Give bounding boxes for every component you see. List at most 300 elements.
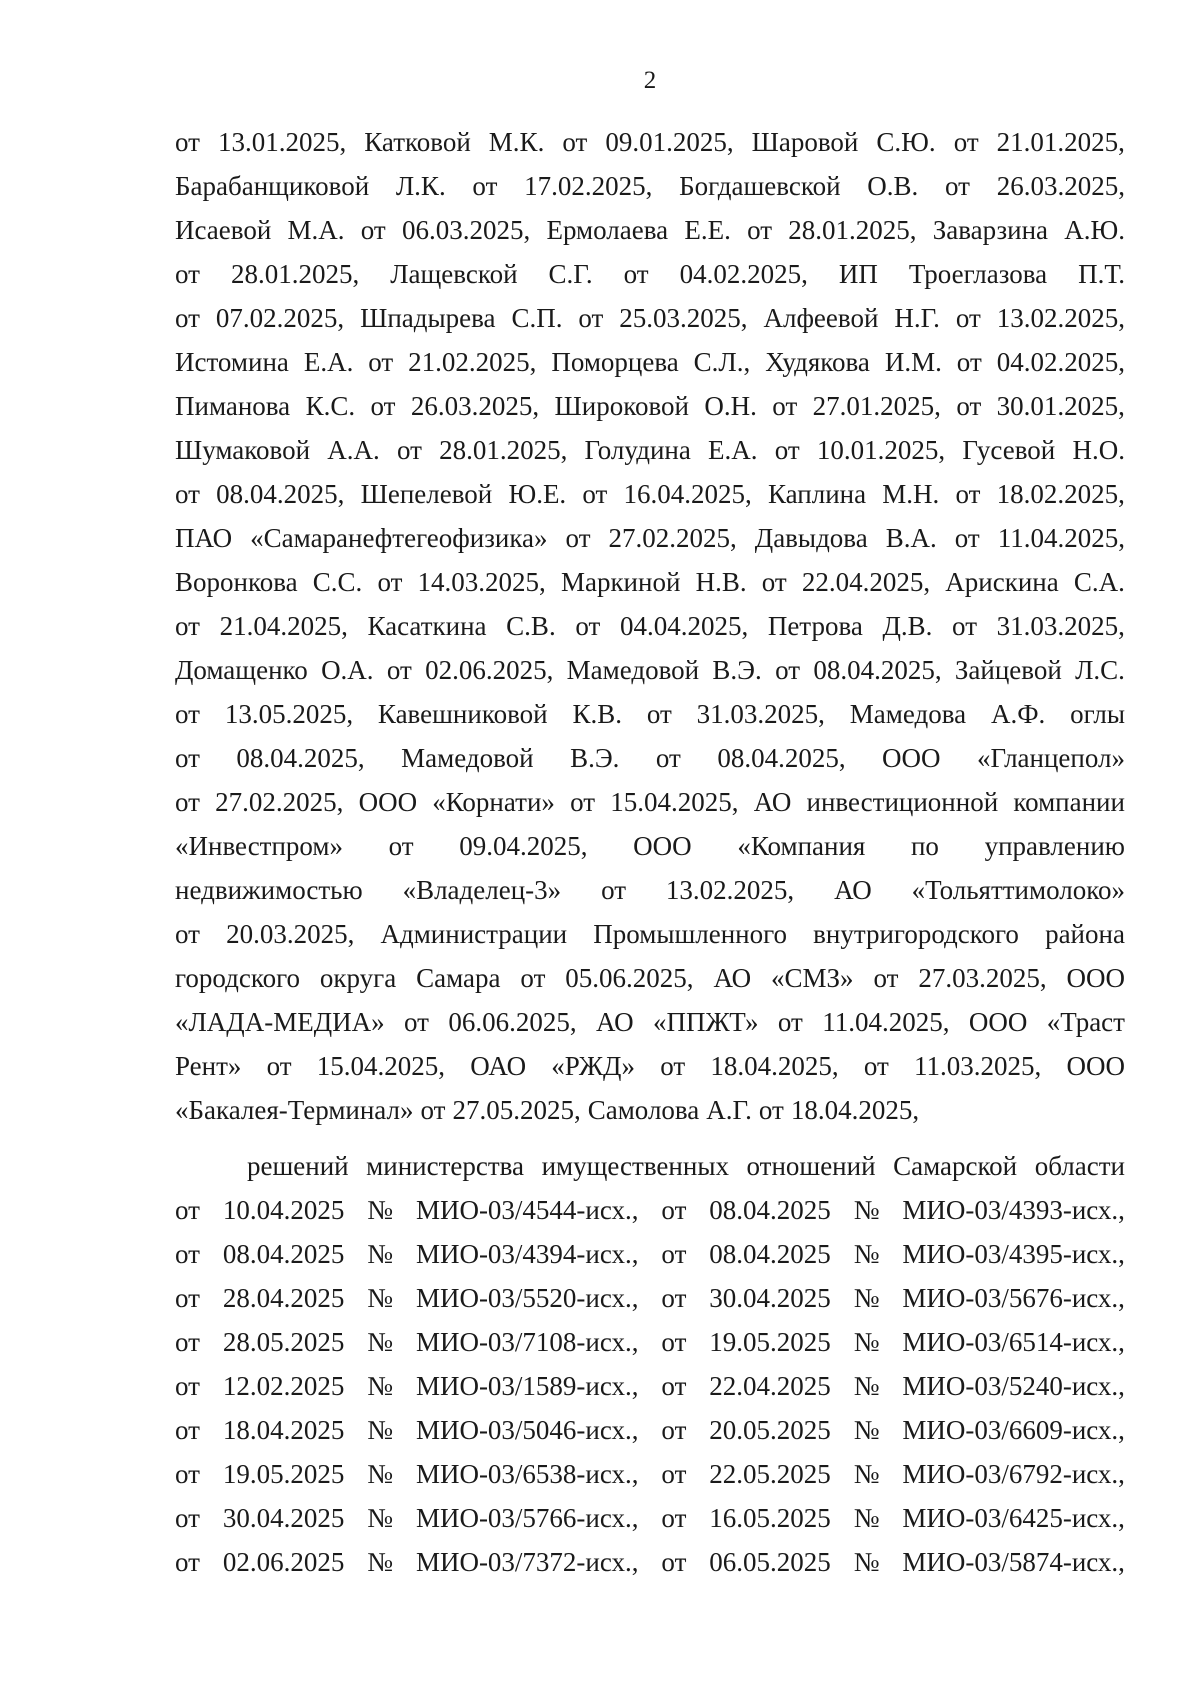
word: 08.04.2025 (709, 1195, 831, 1225)
word: Маркиной (560, 567, 681, 597)
word: № (853, 1459, 880, 1489)
word: от (266, 1051, 292, 1081)
word: от (761, 567, 787, 597)
word: Лащевской (390, 259, 518, 289)
word: 27.01.2025, (812, 391, 941, 421)
word: 08.04.2025, (717, 743, 846, 773)
text-line (175, 252, 1125, 296)
word: МИО-03/4544-исх., (415, 1195, 639, 1225)
word: 04.02.2025, (679, 259, 808, 289)
word: от (956, 347, 982, 377)
word: В.Э. (712, 655, 762, 685)
word: от (575, 611, 601, 641)
text-line (175, 1540, 1125, 1584)
word: МИО-03/5046-исх., (415, 1415, 639, 1445)
word: ООО (968, 1007, 1028, 1037)
word: от (661, 1327, 687, 1357)
word: от (175, 611, 200, 641)
word: от (661, 1503, 687, 1533)
word: Ю.Е. (508, 479, 567, 509)
word: от (863, 1051, 889, 1081)
word: Домащенко (175, 655, 308, 685)
word: И.М. (884, 347, 942, 377)
word: 19.05.2025 (709, 1327, 831, 1357)
word: Алфеевой (763, 303, 879, 333)
word: ООО (1066, 963, 1125, 993)
word: 15.04.2025, (316, 1051, 446, 1081)
text-line (175, 780, 1125, 824)
word: от (175, 1415, 200, 1445)
word: О.Н. (704, 391, 757, 421)
word: МИО-03/4394-исх., (415, 1239, 639, 1269)
word: управлению (984, 831, 1125, 861)
word: № (853, 1195, 880, 1225)
word: Самара (416, 963, 501, 993)
word: 13.02.2025, (665, 875, 795, 905)
word: 16.04.2025, (623, 479, 752, 509)
word: 13.01.2025, (217, 127, 347, 157)
word: 28.01.2025, (439, 435, 568, 465)
word: Н.О. (1072, 435, 1125, 465)
word: ООО (633, 831, 692, 861)
text-line (175, 1044, 1125, 1088)
word: от (175, 1283, 200, 1313)
word: 28.05.2025 (222, 1327, 345, 1357)
word: Л.С. (1075, 655, 1125, 685)
word: компании (1013, 787, 1125, 817)
word: Мамедовой (401, 743, 534, 773)
word: 25.03.2025, (619, 303, 748, 333)
word: ОАО (470, 1051, 527, 1081)
word: от (175, 303, 200, 333)
word: Кавешниковой (377, 699, 548, 729)
word: 31.03.2025, (696, 699, 825, 729)
word: от (953, 127, 979, 157)
text-line (175, 1364, 1125, 1408)
text-line (175, 1188, 1125, 1232)
text-line (175, 912, 1125, 956)
word: от (175, 743, 200, 773)
word: Д.В. (882, 611, 933, 641)
word: от (175, 1503, 200, 1533)
word: МИО-03/6514-исх., (902, 1327, 1125, 1357)
word: 09.04.2025, (459, 831, 588, 861)
word: от (954, 523, 980, 553)
word: от (661, 1239, 687, 1269)
word: от (956, 391, 982, 421)
word: от (945, 171, 970, 201)
word: 30.04.2025 (222, 1503, 345, 1533)
word: Рент» (175, 1051, 242, 1081)
word: министерства (366, 1151, 525, 1181)
word: «Траст (1046, 1007, 1125, 1037)
word: МИО-03/6792-исх., (902, 1459, 1125, 1489)
word: Троеглазова (908, 259, 1048, 289)
text-line (175, 1408, 1125, 1452)
word: 27.05.2025, (452, 1095, 581, 1125)
word: 06.03.2025, (401, 215, 531, 245)
word: 02.06.2025 (222, 1547, 345, 1577)
word: от (646, 699, 672, 729)
text-line (175, 956, 1125, 1000)
word: от (578, 303, 604, 333)
word: ООО (358, 787, 418, 817)
word: В.А. (885, 523, 937, 553)
word: от (377, 567, 403, 597)
word: от (758, 1095, 784, 1125)
word: 10.01.2025, (816, 435, 946, 465)
word: от (661, 1415, 687, 1445)
word: от (660, 1051, 686, 1081)
word: 08.04.2025 (709, 1239, 831, 1269)
word: МИО-03/6609-исх., (902, 1415, 1125, 1445)
word: Зайцевой (954, 655, 1062, 685)
word: С.В. (506, 611, 556, 641)
word: от (777, 1007, 803, 1037)
word: № (853, 1239, 880, 1269)
word: 08.04.2025, (216, 479, 345, 509)
word: № (367, 1327, 394, 1357)
text-line-last (175, 1088, 1125, 1132)
word: от (420, 1095, 446, 1125)
word: «Гланцепол» (977, 743, 1125, 773)
word: от (873, 963, 899, 993)
word: 21.02.2025, (408, 347, 537, 377)
word: МИО-03/1589-исх., (415, 1371, 639, 1401)
word: Е.А. (303, 347, 354, 377)
word: района (1045, 919, 1125, 949)
word: от (175, 1195, 200, 1225)
word: от (570, 787, 596, 817)
word: Промышленного (593, 919, 788, 949)
word: от (175, 1371, 200, 1401)
word: АО (834, 875, 872, 905)
text-line (175, 824, 1125, 868)
word: 16.05.2025 (709, 1503, 831, 1533)
text-line (175, 472, 1125, 516)
word: Шпадырева (360, 303, 496, 333)
word: городского (175, 963, 300, 993)
word: 22.05.2025 (709, 1459, 831, 1489)
word: 28.01.2025, (788, 215, 917, 245)
word: АО (595, 1007, 634, 1037)
text-line (175, 604, 1125, 648)
text-line (175, 340, 1125, 384)
word: 06.06.2025, (448, 1007, 577, 1037)
word: от (661, 1371, 687, 1401)
word: от (175, 1239, 200, 1269)
word: «ППЖТ» (653, 1007, 759, 1037)
word: Мамедовой (566, 655, 700, 685)
word: Шепелевой (360, 479, 493, 509)
word: С.Г. (548, 259, 593, 289)
word: Мамедова (849, 699, 967, 729)
word: от (774, 435, 800, 465)
word: оглы (1070, 699, 1125, 729)
word: 20.05.2025 (709, 1415, 831, 1445)
word: недвижимостью (175, 875, 363, 905)
word: «Самаранефтегеофизика» (250, 523, 548, 553)
word: Петрова (767, 611, 863, 641)
word: Шаровой (751, 127, 859, 157)
word: 30.01.2025, (996, 391, 1125, 421)
word: ПАО (175, 523, 233, 553)
word: от (396, 435, 422, 465)
word: 21.04.2025, (219, 611, 348, 641)
word: С.С. (312, 567, 363, 597)
word: 11.04.2025, (822, 1007, 950, 1037)
word: «ЛАДА-МЕДИА» (175, 1007, 385, 1037)
word: 04.02.2025, (996, 347, 1125, 377)
text-line (175, 296, 1125, 340)
word: Барабанщиковой (175, 171, 370, 201)
text-line (175, 1276, 1125, 1320)
word: 13.02.2025, (996, 303, 1125, 333)
word: № (367, 1459, 394, 1489)
word: № (367, 1371, 394, 1401)
word: от (404, 1007, 429, 1037)
word: С.П. (511, 303, 563, 333)
word: МИО-03/7108-исх., (415, 1327, 639, 1357)
word: 27.02.2025, (215, 787, 344, 817)
word: от (175, 1327, 200, 1357)
word: № (367, 1239, 394, 1269)
text-line (175, 1000, 1125, 1044)
word: Истомина (175, 347, 289, 377)
word: Администрации (380, 919, 568, 949)
word: Воронкова (175, 567, 298, 597)
word: Е.А. (708, 435, 758, 465)
word: 13.05.2025, (224, 699, 354, 729)
word: МИО-03/6425-исх., (902, 1503, 1125, 1533)
text-line (175, 1452, 1125, 1496)
word: Самарской (893, 1151, 1018, 1181)
text-line (175, 1232, 1125, 1276)
text-line (175, 648, 1125, 692)
word: 27.03.2025, (918, 963, 1047, 993)
word: от (955, 479, 981, 509)
word: Широковой (554, 391, 689, 421)
word: Пиманова (175, 391, 291, 421)
word: Заварзина (932, 215, 1048, 245)
text-line (175, 692, 1125, 736)
word: Самолова (587, 1095, 700, 1125)
word: 18.04.2025, (790, 1095, 920, 1125)
word: Худякова (765, 347, 870, 377)
word: Давыдова (754, 523, 868, 553)
word: В.Э. (570, 743, 620, 773)
word: от (655, 743, 681, 773)
word: 22.04.2025, (801, 567, 931, 597)
text-line (175, 1320, 1125, 1364)
word: от (623, 259, 649, 289)
word: М.К. (488, 127, 545, 157)
word: № (367, 1547, 394, 1577)
text-line (175, 120, 1125, 164)
page-number: 2 (643, 67, 657, 94)
word: № (367, 1283, 394, 1313)
word: от (601, 875, 627, 905)
word: от (368, 347, 394, 377)
word: МИО-03/4395-исх., (902, 1239, 1125, 1269)
word: А.А. (327, 435, 380, 465)
word: МИО-03/4393-исх., (902, 1195, 1125, 1225)
word: от (175, 127, 200, 157)
word: внутригородского (813, 919, 1019, 949)
word: № (853, 1283, 880, 1313)
word: от (772, 391, 798, 421)
word: С.А. (1073, 567, 1125, 597)
word: АО (753, 787, 792, 817)
word: «Компания (737, 831, 866, 861)
word: К.В. (572, 699, 622, 729)
word: от (775, 655, 801, 685)
word: МИО-03/6538-исх., (415, 1459, 639, 1489)
word: области (1034, 1151, 1125, 1181)
word: от (661, 1459, 687, 1489)
word: 05.06.2025, (565, 963, 694, 993)
text-line (175, 560, 1125, 604)
word: «Владелец-3» (402, 875, 562, 905)
word: 11.04.2025, (997, 523, 1125, 553)
word: № (853, 1371, 880, 1401)
word: 08.04.2025 (222, 1239, 345, 1269)
word: от (661, 1547, 687, 1577)
word: 17.02.2025, (524, 171, 653, 201)
word: Шумаковой (175, 435, 311, 465)
word: К.С. (305, 391, 356, 421)
word: 18.04.2025 (222, 1415, 345, 1445)
word: МИО-03/5676-исх., (902, 1283, 1125, 1313)
word: от (175, 1547, 200, 1577)
word: от (175, 919, 200, 949)
word: № (853, 1503, 880, 1533)
word: МИО-03/5240-исх., (902, 1371, 1125, 1401)
word: Поморцева (551, 347, 679, 377)
word: решений (247, 1151, 349, 1181)
word: Арискина (945, 567, 1059, 597)
word: 27.02.2025, (608, 523, 737, 553)
word: ООО (882, 743, 941, 773)
word: 10.04.2025 (222, 1195, 345, 1225)
word: «РЖД» (551, 1051, 635, 1081)
word: ИП (838, 259, 878, 289)
word: 14.03.2025, (417, 567, 546, 597)
word: 20.03.2025, (226, 919, 355, 949)
word: «Бакалея-Терминал» (175, 1095, 414, 1125)
word: Е.Е. (684, 215, 731, 245)
word: С.Л., (693, 347, 751, 377)
word: А.Ю. (1064, 215, 1125, 245)
word: от (175, 259, 200, 289)
word: МИО-03/7372-исх., (415, 1547, 639, 1577)
word: 04.04.2025, (619, 611, 749, 641)
word: от (360, 215, 386, 245)
word: Гусевой (962, 435, 1056, 465)
word: «СМЗ» (771, 963, 854, 993)
word: от (661, 1283, 687, 1313)
word: Богдашевской (679, 171, 841, 201)
word: МИО-03/5766-исх., (415, 1503, 639, 1533)
word: 18.02.2025, (996, 479, 1125, 509)
text-line (175, 736, 1125, 780)
word: Катковой (364, 127, 471, 157)
word: инвестиционной (806, 787, 999, 817)
word: № (853, 1415, 880, 1445)
word: от (175, 479, 200, 509)
word: АО (713, 963, 752, 993)
word: Л.К. (395, 171, 446, 201)
word: Н.Г. (894, 303, 940, 333)
word: отношений (746, 1151, 876, 1181)
text-line (175, 516, 1125, 560)
word: № (853, 1547, 880, 1577)
word: № (367, 1503, 394, 1533)
word: от (386, 655, 412, 685)
word: от (747, 215, 773, 245)
word: от (562, 127, 588, 157)
word: Н.В. (695, 567, 747, 597)
word: 26.03.2025, (996, 171, 1125, 201)
text-line (175, 208, 1125, 252)
word: 28.01.2025, (230, 259, 360, 289)
word: П.Т. (1078, 259, 1125, 289)
word: от (370, 391, 396, 421)
word: 08.04.2025, (813, 655, 942, 685)
word: от (661, 1195, 687, 1225)
word: от (952, 611, 977, 641)
word: № (367, 1415, 394, 1445)
word: 12.02.2025 (222, 1371, 345, 1401)
text-line-indented (175, 1144, 1125, 1188)
word: О.В. (867, 171, 919, 201)
word: округа (319, 963, 397, 993)
word: С.Ю. (876, 127, 936, 157)
word: ООО (1066, 1051, 1125, 1081)
word: М.А. (287, 215, 345, 245)
word: 08.04.2025, (236, 743, 365, 773)
word: от (388, 831, 414, 861)
word: № (367, 1195, 394, 1225)
word: 22.04.2025 (709, 1371, 831, 1401)
word: «Тольяттимолоко» (911, 875, 1125, 905)
word: от (472, 171, 498, 201)
word: по (910, 831, 939, 861)
word: МИО-03/5874-исх., (902, 1547, 1125, 1577)
word: «Инвестпром» (175, 831, 343, 861)
text-line (175, 164, 1125, 208)
word: 31.03.2025, (996, 611, 1125, 641)
word: Каплина (768, 479, 867, 509)
word: 19.05.2025 (222, 1459, 345, 1489)
word: от (565, 523, 591, 553)
word: МИО-03/5520-исх., (415, 1283, 639, 1313)
word: от (955, 303, 981, 333)
word: 09.01.2025, (605, 127, 734, 157)
word: Касаткина (367, 611, 487, 641)
word: 26.03.2025, (410, 391, 540, 421)
word: 02.06.2025, (425, 655, 554, 685)
word: М.Н. (882, 479, 940, 509)
text-line (175, 868, 1125, 912)
word: от (175, 1459, 200, 1489)
word: 11.03.2025, (914, 1051, 1042, 1081)
word: 18.04.2025, (710, 1051, 839, 1081)
text-line (175, 384, 1125, 428)
word: 15.04.2025, (610, 787, 739, 817)
word: Голудина (584, 435, 691, 465)
word: О.А. (321, 655, 374, 685)
